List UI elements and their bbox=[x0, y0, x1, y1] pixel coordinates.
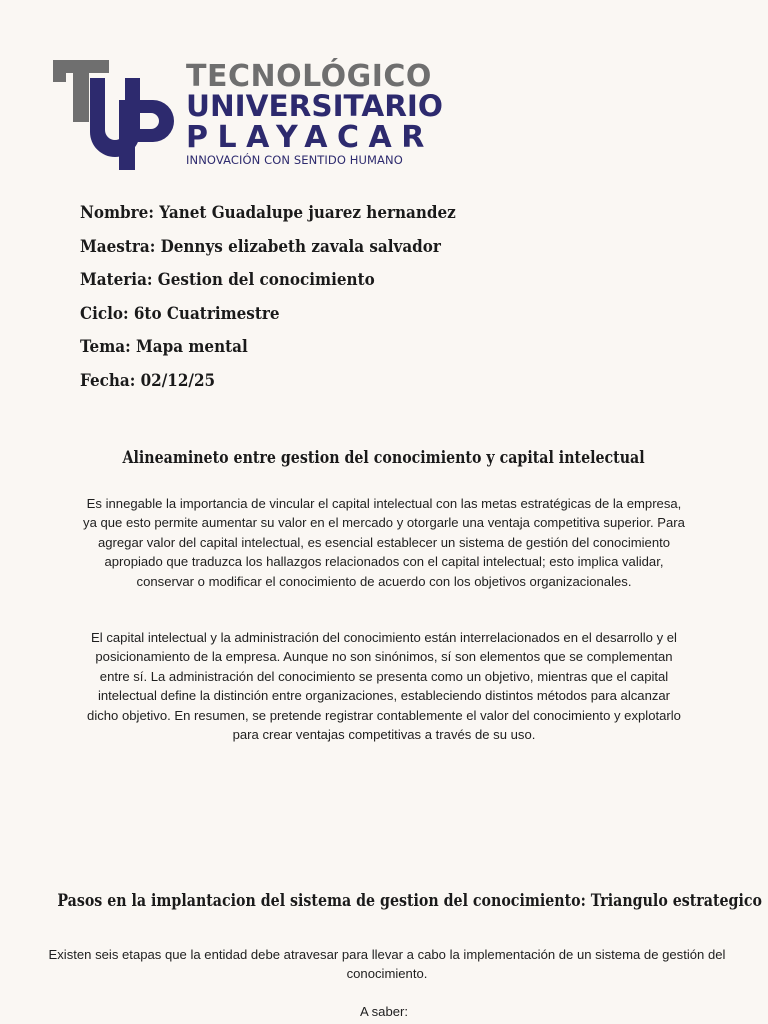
info-maestra: Maestra: Dennys elizabeth zavala salvador bbox=[80, 236, 441, 256]
logo-line-universitario: UNIVERSITARIO bbox=[186, 89, 443, 123]
info-nombre: Nombre: Yanet Guadalupe juarez hernandez bbox=[80, 203, 456, 222]
section2-title: Pasos en la implantacion del sistema de gestion del conocimiento: Triangulo estrategico bbox=[57, 891, 762, 910]
section2-paragraph-2: A saber: bbox=[359, 1004, 409, 1019]
tup-monogram-icon bbox=[50, 54, 184, 174]
section1-paragraph-1: Es innegable la importancia de vincular el capital intelectual con las metas estratégicas de la empresa, ya que esto permite aumentar su valor en el mercado y otorgarle una ventaja competitiva superior. Para agregar valor del capital intelectual, es esencial establecer un sistema de gestión del conocimiento apropiado que traduzca los hallazgos relacionados con el capital intelectual; esto implica validar, conservar o modificar el conocimiento de acuerdo con los objetivos organizacionales. bbox=[83, 496, 685, 589]
logo-tagline: INNOVACIÓN CON SENTIDO HUMANO bbox=[186, 153, 403, 167]
section1-paragraph-2: El capital intelectual y la administración del conocimiento están interrelacionados en el desarrollo y el posicionamiento de la empresa. Aunque no son sinónimos, sí son elementos que se complementan entre sí. La administración del conocimiento se presenta como un objetivo, mientras que el capital intelectual define la distinción entre organizaciones, estableciendo distintos métodos para alcanzar dicho objetivo. En resumen, se pretende registrar contablemente el valor del conocimiento y explotarlo para crear ventajas competitivas a través de su uso. bbox=[87, 630, 681, 743]
logo-line-playacar: PLAYACAR bbox=[186, 120, 434, 155]
info-tema: Tema: Mapa mental bbox=[80, 337, 248, 357]
section2-paragraph-1: Existen seis etapas que la entidad debe atravesar para llevar a cabo la implementación de un sistema de gestión del conocimiento. bbox=[48, 947, 726, 982]
section1-title: Alineamineto entre gestion del conocimiento y capital intelectual bbox=[122, 448, 646, 467]
section1-heading bbox=[0, 448, 768, 467]
info-fecha: Fecha: 02/12/25 bbox=[80, 370, 216, 390]
info-ciclo: Ciclo: 6to Cuatrimestre bbox=[80, 303, 280, 323]
student-info bbox=[80, 200, 488, 402]
logo-line-tecnologico: TECNOLÓGICO bbox=[186, 59, 432, 94]
info-materia: Materia: Gestion del conocimiento bbox=[80, 270, 375, 290]
section2-heading bbox=[0, 891, 768, 910]
school-logo bbox=[50, 54, 450, 174]
